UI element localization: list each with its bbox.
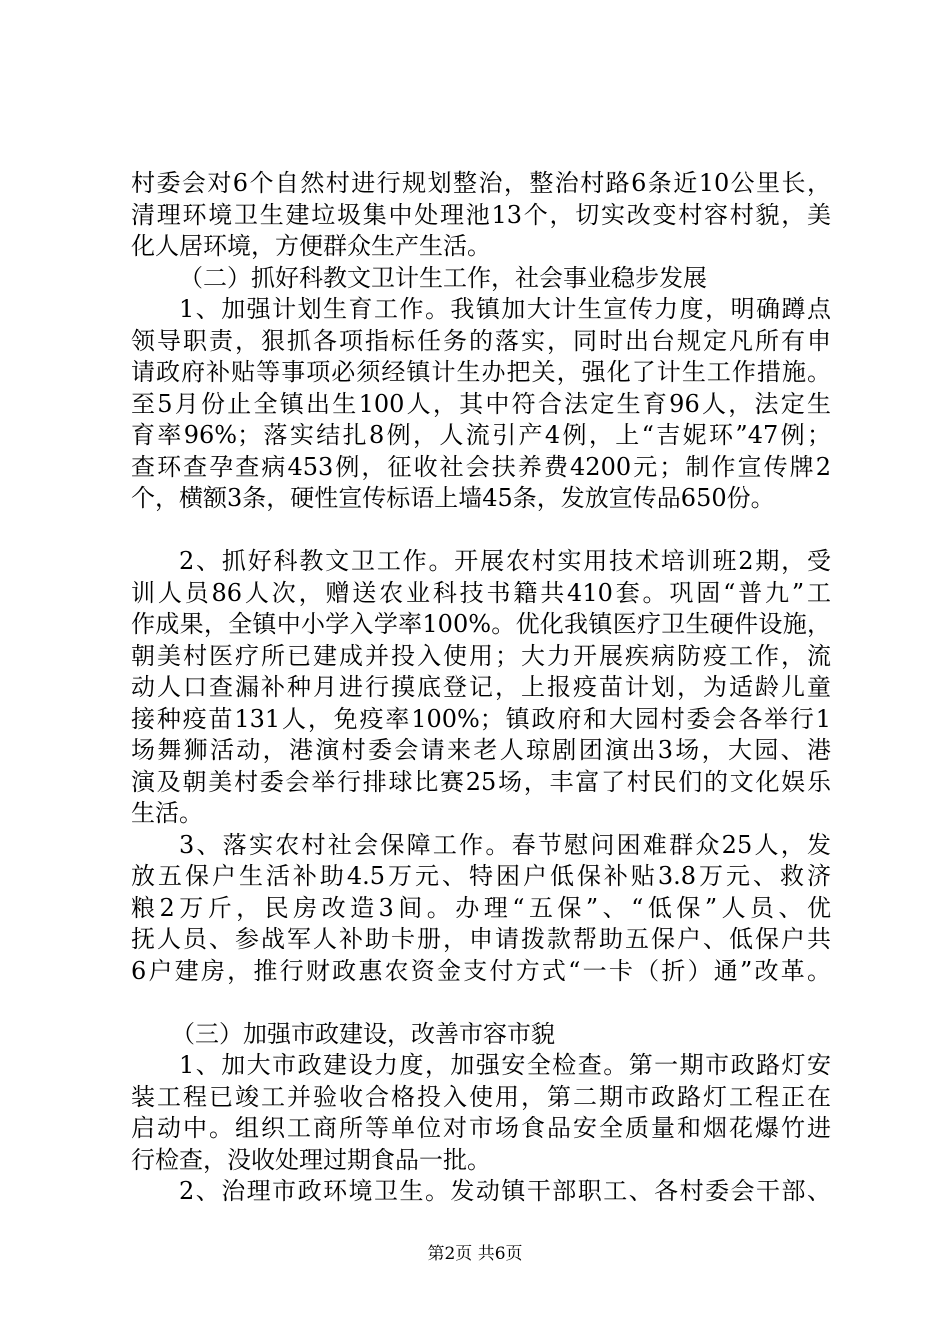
text-line: 朝美村医疗所已建成并投入使用；大力开展疾病防疫工作，流 bbox=[131, 641, 831, 670]
text-line: 演及朝美村委会举行排球比赛25场，丰富了村民们的文化娱乐 bbox=[131, 767, 831, 796]
text-line: 至5月份止全镇出生100人，其中符合法定生育96人，法定生 bbox=[131, 389, 831, 418]
text-line: 请政府补贴等事项必须经镇计生办把关，强化了计生工作措施。 bbox=[131, 358, 831, 386]
paragraph-start: 2、治理市政环境卫生。发动镇干部职工、各村委会干部、 bbox=[179, 1177, 831, 1205]
text-line: 粮2万斤，民房改造3间。办理“五保”、“低保”人员、优 bbox=[131, 893, 831, 922]
paragraph-start: 3、落实农村社会保障工作。春节慰问困难群众25人，发 bbox=[179, 830, 831, 859]
text-line: 启动中。组织工商所等单位对市场食品安全质量和烟花爆竹进 bbox=[131, 1114, 831, 1142]
text-line: 装工程已竣工并验收合格投入使用，第二期市政路灯工程正在 bbox=[131, 1082, 831, 1111]
text-line: 育率96%；落实结扎8例，人流引产4例，上“吉妮环”47例； bbox=[131, 421, 831, 449]
text-line: 作成果，全镇中小学入学率100%。优化我镇医疗卫生硬件设施， bbox=[131, 610, 831, 638]
text-line: 场舞狮活动，港演村委会请来老人琼剧团演出3场，大园、港 bbox=[131, 736, 831, 764]
section-heading-3: （三）加强市政建设，改善市容市貌 bbox=[171, 1019, 555, 1048]
text-line: 接种疫苗131人，免疫率100%；镇政府和大园村委会各举行1 bbox=[131, 704, 831, 733]
text-line: 清理环境卫生建垃圾集中处理池13个，切实改变村容村貌，美 bbox=[131, 200, 831, 229]
paragraph-gap bbox=[131, 515, 831, 547]
paragraph-start: 1、加大市政建设力度，加强安全检查。第一期市政路灯安 bbox=[179, 1051, 831, 1079]
paragraph-start: 2、抓好科教文卫工作。开展农村实用技术培训班2期，受 bbox=[179, 547, 831, 575]
text-line: 6户建房，推行财政惠农资金支付方式“一卡（折）通”改革。 bbox=[131, 956, 831, 985]
text-line: 训人员86人次，赠送农业科技书籍共410套。巩固“普九”工 bbox=[131, 578, 831, 607]
paragraph-start: 1、加强计划生育工作。我镇加大计生宣传力度，明确蹲点 bbox=[179, 295, 831, 323]
paragraph-gap bbox=[131, 987, 831, 1019]
page-number-label: 第2页 共6页 bbox=[427, 1244, 523, 1264]
text-line: 村委会对6个自然村进行规划整治，整治村路6条近10公里长， bbox=[131, 169, 831, 197]
text-line: 查环查孕查病453例，征收社会扶养费4200元；制作宣传牌2 bbox=[131, 452, 831, 481]
page-footer bbox=[0, 1243, 950, 1265]
text-line: 个，横额3条，硬性宣传标语上墙45条，发放宣传品650份。 bbox=[131, 484, 775, 512]
text-line: 动人口查漏补种月进行摸底登记，上报疫苗计划，为适龄儿童 bbox=[131, 673, 831, 701]
text-line: 抚人员、参战军人补助卡册，申请拨款帮助五保户、低保户共 bbox=[131, 925, 831, 953]
text-line: 行检查，没收处理过期食品一批。 bbox=[131, 1145, 491, 1174]
document-body bbox=[131, 168, 831, 1208]
text-line: 生活。 bbox=[131, 799, 203, 827]
text-line: 领导职责，狠抓各项指标任务的落实，同时出台规定凡所有申 bbox=[131, 326, 831, 355]
section-heading-2: （二）抓好科教文卫计生工作，社会事业稳步发展 bbox=[179, 263, 707, 292]
text-line: 放五保户生活补助4.5万元、特困户低保补贴3.8万元、救济 bbox=[131, 862, 831, 890]
text-line: 化人居环境，方便群众生产生活。 bbox=[131, 232, 491, 260]
